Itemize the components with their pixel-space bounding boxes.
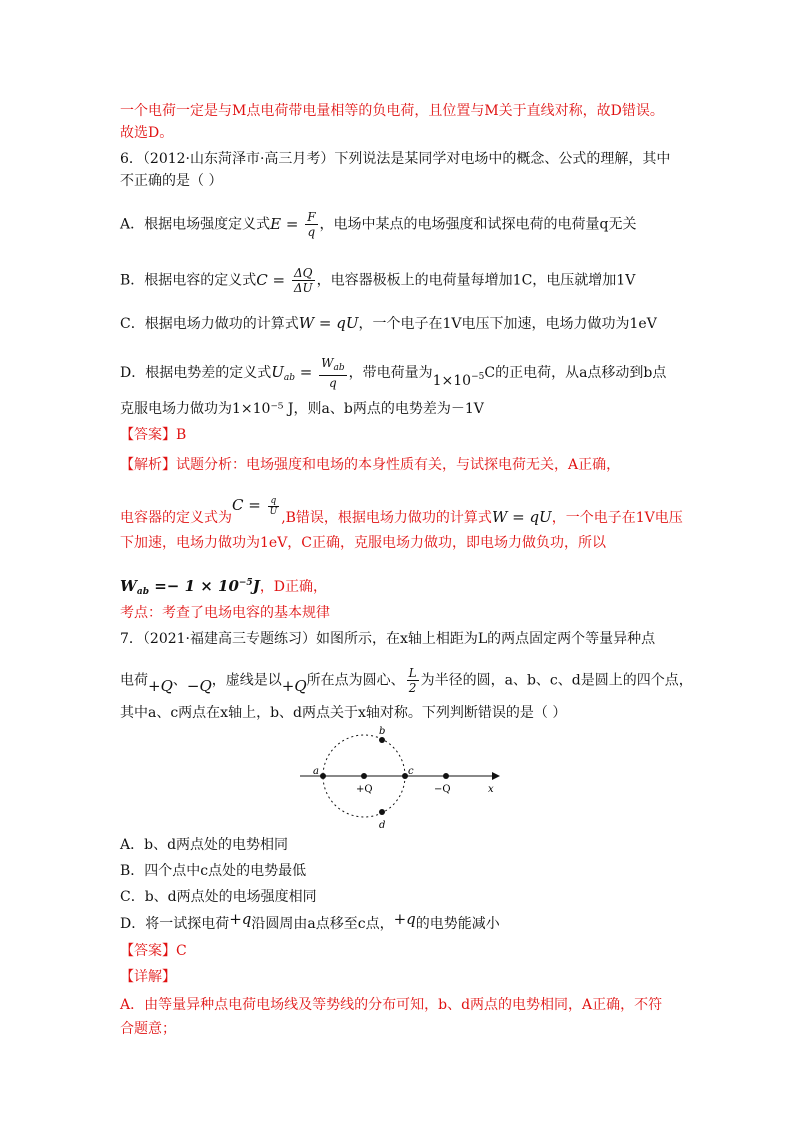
q6-option-b-formula: C = $\frac{\Delta Q}{\Delta U}$ (256, 266, 313, 295)
prev-explanation-line1: 一个电荷一定是与M点电荷带电量相等的负电荷，且位置与M关于直线对称，故D错误。 (120, 103, 664, 119)
q6-option-d-formula: $U_{ab}$ = $\frac{W_{ab}}{q}$ (271, 356, 345, 390)
q7-figure (300, 724, 510, 834)
q6-option-d-charge: $1\times 10^{-5}$ (432, 372, 485, 389)
q7-detail-line1: A．由等量异种点电荷电场线及等势线的分布可知，b、d两点的电势相同，A正确，不符 (120, 997, 663, 1013)
q7-radius: $\frac{L}{2}$ (408, 666, 417, 695)
x-axis-arrow-icon (492, 772, 500, 780)
q6-option-a-post: ，电场中某点的电场强度和试探电荷的电荷量q无关 (319, 216, 637, 233)
point-b (379, 737, 385, 743)
q6-analysis-formula-wab: $W_{ab} =- 1 \times 10^{-5}J$ (120, 577, 260, 597)
q6-stem-line2: 不正确的是（ ） (120, 173, 223, 189)
q7-detail-line2: 合题意； (120, 1021, 176, 1037)
q7-stem-line2 (120, 666, 693, 695)
prev-explanation-line2: 故选D。 (120, 125, 174, 141)
q6-option-d-pre: D．根据电势差的定义式 (120, 365, 272, 381)
q7-stem-text2c: 所在点为圆心、 (306, 672, 405, 689)
q6-analysis-text2c: ，一个电子在1V电压 (551, 510, 683, 526)
q6-option-a-formula: E = $\frac{F}{q}$ (270, 210, 316, 239)
q7-center-charge: +Q (281, 676, 307, 695)
q6-option-a (120, 210, 636, 239)
q7-stem-text2a: 电荷 (120, 672, 148, 689)
q6-analysis-text4: ，D正确， (259, 579, 328, 595)
q6-analysis-label: 【解析】 (120, 457, 176, 473)
q7-answer (120, 940, 187, 962)
q7-option-b: B．四个点中c点处的电势最低 (120, 863, 307, 879)
q6-option-b (120, 266, 635, 295)
q7-stem-line1: 7．（2021·福建高三专题练习）如图所示，在x轴上相距为L的两点固定两个等量异种点 (120, 631, 656, 647)
label-d: d (379, 820, 386, 831)
q7-option-d-q1: +q (229, 910, 252, 928)
q6-analysis-formula-w: W = qU (491, 508, 552, 526)
q6-kaodian: 考点：考查了电场电容的基本规律 (120, 605, 330, 621)
q7-stem-text2d: 为半径的圆，a、b、c、d是圆上的四个点， (420, 672, 693, 689)
point-neg-charge (443, 773, 449, 779)
q6-analysis-line1 (120, 454, 620, 476)
label-c: c (408, 766, 414, 777)
label-x: x (488, 784, 494, 795)
q6-option-c-pre: C．根据电场力做功的计算式 (120, 316, 299, 332)
q6-option-b-pre: B．根据电容的定义式 (120, 272, 257, 289)
q7-option-d-mid: 沿圆周由a点移至c点， (251, 916, 394, 932)
q6-analysis-text2b: ,B错误，根据电场力做功的计算式 (281, 510, 492, 526)
q6-option-d-line2: 克服电场力做功为1×10⁻⁵ J，则a、b两点的电势差为－1V (120, 401, 484, 417)
q7-option-d-q2: +q (393, 910, 416, 928)
q6-answer (120, 424, 186, 446)
q7-answer-value: C (176, 943, 187, 959)
q6-option-c (120, 312, 657, 335)
q6-stem-line1: 6．（2012·山东菏泽市·高三月考）下列说法是某同学对电场中的概念、公式的理解，其中 (120, 151, 671, 167)
q6-analysis-line3: 下加速，电场力做功为1eV，C正确，克服电场力做功，即电场力做负功，所以 (120, 535, 607, 551)
q6-option-b-post: ，电容器极板上的电荷量每增加1C，电压就增加1V (316, 272, 636, 289)
point-pos-charge (361, 773, 367, 779)
point-a (320, 773, 326, 779)
label-pos-charge: +Q (356, 784, 373, 795)
q6-option-a-pre: A．根据电场强度定义式 (120, 216, 271, 233)
label-b: b (379, 726, 386, 737)
q7-option-d (120, 912, 500, 935)
q6-answer-value: B (176, 427, 187, 443)
point-d (379, 809, 385, 815)
q7-option-a: A．b、d两点处的电势相同 (120, 837, 289, 853)
q7-stem-line3: 其中a、c两点在x轴上，b、d两点关于x轴对称。下列判断错误的是（ ） (120, 705, 567, 721)
q7-answer-label: 【答案】 (120, 943, 176, 959)
q7-stem-sep: 、 (172, 672, 187, 689)
q7-option-d-pre: D．将一试探电荷 (120, 916, 230, 932)
q6-analysis-line2 (120, 495, 683, 529)
q7-charge-neg: −Q (186, 676, 212, 695)
q6-analysis-line4 (120, 572, 327, 603)
q6-option-d-post: C的正电荷，从a点移动到b点 (484, 365, 667, 381)
q7-option-d-post: 的电势能减小 (415, 916, 500, 932)
q6-option-c-post: ，一个电子在1V电压下加速，电场力做功为1eV (358, 316, 657, 332)
q6-analysis-formula-c: C = $\frac{q}{U}$ (232, 495, 278, 517)
label-a: a (313, 766, 319, 777)
q6-analysis-text1: 试题分析：电场强度和电场的本身性质有关，与试探电荷无关，A正确， (176, 457, 621, 473)
q7-stem-text2b: ，虚线是以 (211, 672, 282, 689)
q6-answer-label: 【答案】 (120, 427, 176, 443)
q6-analysis-text2a: 电容器的定义式为 (120, 510, 232, 526)
label-neg-charge: −Q (434, 784, 451, 795)
q7-charge-pos: +Q (148, 676, 173, 695)
q7-option-c: C．b、d两点处的电场强度相同 (120, 889, 317, 905)
q6-option-d-mid: ，带电荷量为 (348, 365, 433, 381)
q6-option-d (120, 356, 666, 390)
q6-option-c-formula: W = qU (298, 314, 359, 332)
q7-detail-label: 【详解】 (120, 969, 176, 985)
